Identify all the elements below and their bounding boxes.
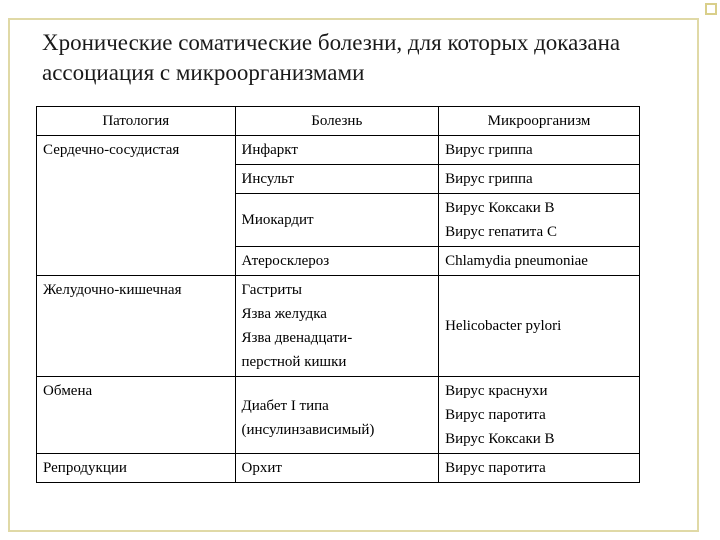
table-row <box>37 194 640 247</box>
organism-cell: Helicobacter pylori <box>439 276 640 377</box>
disease-cell: Орхит <box>235 454 439 483</box>
column-header-disease: Болезнь <box>235 107 439 136</box>
disease-cell <box>235 377 439 454</box>
organism-cell: Chlamydia pneumoniae <box>439 247 640 276</box>
disease-cell: Инсульт <box>235 165 439 194</box>
pathology-cell <box>37 165 236 194</box>
disease-line: Гастриты <box>241 282 303 298</box>
organism-line: Вирус Коксаки В <box>445 200 555 216</box>
table-row <box>37 276 640 377</box>
table-row <box>37 377 640 454</box>
disease-line: перстной кишки <box>241 354 347 370</box>
organism-cell: Вирус гриппа <box>439 136 640 165</box>
organism-cell: Вирус паротита <box>439 454 640 483</box>
pathology-cell: Обмена <box>37 377 236 454</box>
table-header-row <box>37 107 640 136</box>
column-header-organism: Микроорганизм <box>439 107 640 136</box>
table-row <box>37 247 640 276</box>
column-header-pathology: Патология <box>37 107 236 136</box>
organism-cell: Вирус гриппа <box>439 165 640 194</box>
pathology-cell <box>37 247 236 276</box>
page-title: Хронические соматические болезни, для которых доказана ассоциация с микроорганизмами <box>42 30 621 85</box>
organism-line: Вирус паротита <box>445 407 546 423</box>
pathology-cell: Репродукции <box>37 454 236 483</box>
disease-line: Язва желудка <box>241 306 327 322</box>
organism-line: Вирус Коксаки В <box>445 431 555 447</box>
table-row <box>37 165 640 194</box>
organism-cell <box>439 194 640 247</box>
table-row <box>37 136 640 165</box>
disease-cell: Атеросклероз <box>235 247 439 276</box>
organism-line: Вирус гепатита С <box>445 224 557 240</box>
table-row <box>37 454 640 483</box>
association-table <box>36 106 640 483</box>
pathology-cell <box>37 194 236 247</box>
organism-cell <box>439 377 640 454</box>
disease-cell: Миокардит <box>235 194 439 247</box>
disease-line: Диабет I типа <box>241 398 329 414</box>
pathology-cell: Сердечно-сосудистая <box>37 136 236 165</box>
disease-line: Язва двенадцати- <box>241 330 353 346</box>
corner-decoration <box>705 3 717 15</box>
pathology-cell: Желудочно-кишечная <box>37 276 236 377</box>
organism-line: Вирус краснухи <box>445 383 548 399</box>
disease-cell <box>235 276 439 377</box>
disease-cell: Инфаркт <box>235 136 439 165</box>
disease-line: (инсулинзависимый) <box>241 422 375 438</box>
